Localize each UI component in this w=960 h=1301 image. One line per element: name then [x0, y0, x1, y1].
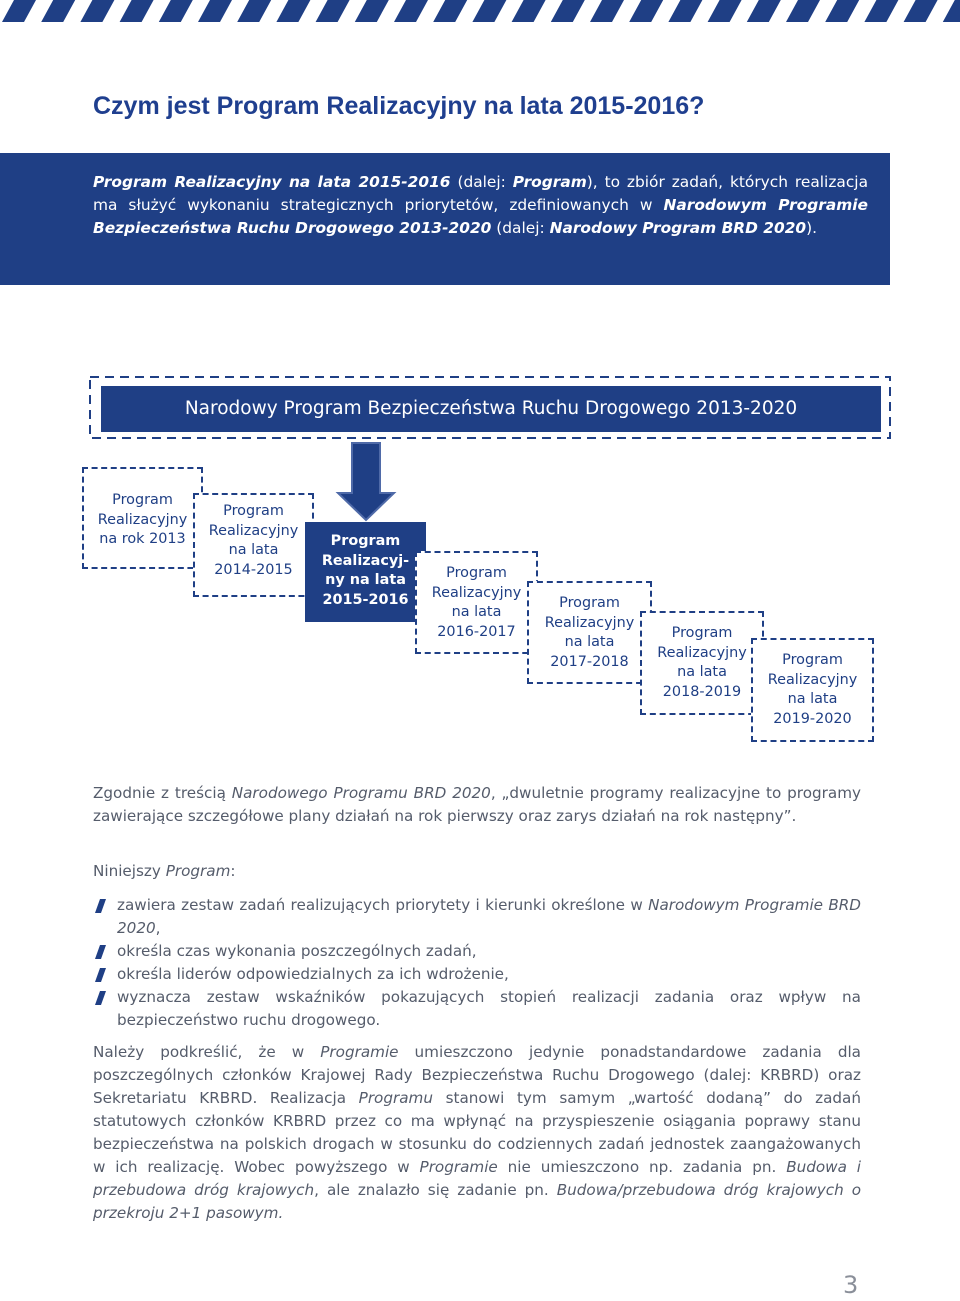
- list-item: [93, 986, 861, 1032]
- program-step-label: Realizacyjny: [767, 671, 858, 688]
- program-step-label: na lata: [228, 542, 279, 558]
- stripe-segment: [316, 0, 350, 22]
- stripe-segment: [394, 0, 428, 22]
- program-step-label: ny na lata: [325, 572, 406, 588]
- stripe-segment: [159, 0, 193, 22]
- program-step-box: [82, 467, 203, 569]
- stripe-segment: [747, 0, 781, 22]
- program-step-label: 2017-2018: [550, 653, 629, 670]
- down-arrow-icon: [338, 443, 394, 520]
- task-list: [93, 894, 861, 1032]
- emphasis-text: Programie: [320, 1043, 399, 1061]
- emphasis-text: Budowa/przebudowa dróg krajowych o przekroju 2+1 pasowym.: [93, 1181, 861, 1222]
- program-step-label: Program: [446, 565, 507, 581]
- stripe-segment: [120, 0, 154, 22]
- list-item: [93, 894, 861, 940]
- stripe-segment: [237, 0, 271, 22]
- program-step-box: [640, 611, 764, 715]
- paragraph-note: [93, 1041, 861, 1225]
- stripe-segment: [668, 0, 702, 22]
- stripe-segment: [433, 0, 467, 22]
- paragraph-quote: [93, 782, 861, 828]
- stripe-segment: [80, 0, 114, 22]
- stripe-segment: [590, 0, 624, 22]
- intro-paragraph: [93, 171, 868, 240]
- stripe-segment: [629, 0, 663, 22]
- emphasis-text: Program Realizacyjny na lata 2015-2016: [93, 173, 451, 191]
- program-step-label: na lata: [677, 664, 727, 680]
- emphasis-text: Narodowego Programu BRD 2020: [231, 784, 491, 802]
- stripe-segment: [276, 0, 310, 22]
- stripe-segment: [512, 0, 546, 22]
- text-run: Zgodnie z treścią: [93, 784, 232, 802]
- page-number: 3: [843, 1271, 859, 1299]
- emphasis-text: Budowa i przebudowa dróg krajowych: [93, 1158, 861, 1199]
- program-step-label: Program: [112, 492, 173, 508]
- program-step-label: Realizacyjny: [544, 614, 635, 631]
- text-run: :: [230, 862, 236, 880]
- stripe-segment: [472, 0, 506, 22]
- text-run: umieszczono jedynie ponadstandardowe zadania dla poszczególnych członków Krajowej Rady Bezpieczeństwa Ruchu Drogowego (dalej: KRBRD) oraz Sekretariatu KRBRD. Realizacja: [93, 1043, 861, 1107]
- text-run: ).: [806, 219, 818, 237]
- stripe-segment: [551, 0, 585, 22]
- program-banner: Narodowy Program Bezpieczeństwa Ruchu Drogowego 2013-2020: [101, 386, 881, 432]
- stripe-segment: [708, 0, 742, 22]
- program-step-box: [527, 581, 652, 684]
- program-step-label: Program: [671, 625, 733, 641]
- program-step-label: na lata: [787, 691, 838, 707]
- text-run: , „dwuletnie programy realizacyjne to programy zawierające szczegółowe plany działań na rok pierwszy oraz zarys działań na rok następny”.: [93, 784, 861, 825]
- slash-bullet-icon: [95, 968, 106, 982]
- program-step-label: 2015-2016: [322, 591, 409, 608]
- text-run: ), to zbiór zadań, których realizacja ma służyć wykonaniu strategicznych priorytetów, zdefiniowanych w: [93, 173, 869, 214]
- program-step-label: na lata: [564, 634, 615, 650]
- program-step-label: Program: [330, 533, 401, 549]
- text-run: określa czas wykonania poszczególnych zadań,: [117, 942, 477, 960]
- program-step-label: 2014-2015: [214, 561, 293, 578]
- emphasis-text: Programie: [419, 1158, 498, 1176]
- program-step-label: na rok 2013: [99, 531, 186, 547]
- program-step-box-current: [305, 522, 426, 622]
- stripe-segment: [41, 0, 75, 22]
- text-run: Należy podkreślić, że w: [93, 1043, 321, 1061]
- stripe-segment: [2, 0, 36, 22]
- stripe-segment: [904, 0, 938, 22]
- text-run: nie umieszczono np. zadania pn.: [497, 1158, 787, 1176]
- program-step-label: Program: [223, 503, 284, 519]
- text-run: (dalej:: [450, 173, 513, 191]
- text-run: zawiera zestaw zadań realizujących priorytety i kierunki określone w: [117, 896, 649, 914]
- text-run: , ale znalazło się zadanie pn.: [314, 1181, 557, 1199]
- program-step-label: 2018-2019: [662, 683, 742, 700]
- stripe-segment: [198, 0, 232, 22]
- list-item: [93, 963, 861, 986]
- emphasis-text: Narodowym Programie BRD 2020: [117, 896, 861, 937]
- program-step-label: Realizacyj-: [321, 552, 410, 569]
- program-step-box: [751, 638, 874, 742]
- emphasis-text: Program: [165, 862, 231, 880]
- program-step-box: [415, 551, 538, 654]
- program-step-label: Realizacyjny: [97, 511, 188, 528]
- slash-bullet-icon: [95, 991, 106, 1005]
- emphasis-text: Program: [512, 173, 587, 191]
- program-step-label: na lata: [451, 604, 502, 620]
- program-step-label: Realizacyjny: [431, 584, 522, 601]
- program-step-label: Realizacyjny: [208, 522, 299, 539]
- page-title: Czym jest Program Realizacyjny na lata 2015-2016?: [93, 92, 705, 120]
- emphasis-text: Narodowym Programie Bezpieczeństwa Ruchu Drogowego 2013-2020: [93, 196, 868, 237]
- program-step-label: 2016-2017: [437, 623, 516, 640]
- text-run: ,: [155, 919, 161, 937]
- stripe-segment: [825, 0, 859, 22]
- text-run: wyznacza zestaw wskaźników pokazujących stopień realizacji zadania oraz wpływ na bezpieczeństwo ruchu drogowego.: [117, 988, 861, 1029]
- program-step-box: [193, 493, 314, 597]
- emphasis-text: Programu: [358, 1089, 433, 1107]
- program-step-label: Program: [782, 652, 843, 668]
- slash-bullet-icon: [95, 945, 106, 959]
- text-run: Niniejszy: [93, 862, 166, 880]
- list-item: [93, 940, 861, 963]
- text-run: (dalej:: [491, 219, 550, 237]
- slash-bullet-icon: [95, 899, 106, 913]
- stripe-segment: [943, 0, 960, 22]
- program-step-label: Realizacyjny: [657, 644, 747, 661]
- stripe-segment: [864, 0, 898, 22]
- paragraph-intro-list: [93, 860, 861, 883]
- stripe-segment: [355, 0, 389, 22]
- emphasis-text: Narodowy Program BRD 2020: [549, 219, 807, 237]
- program-step-label: Program: [559, 595, 620, 611]
- text-run: stanowi tym samym „wartość dodaną” do zadań statutowych członków KRBRD przez co ma wpłynąć na przyspieszenie osiągania poprawy stanu bezpieczeństwa na polskich drogach w stosunku do codziennych zadań jednostek zaangażowanych w ich realizację. Wobec powyższego w: [93, 1089, 861, 1176]
- text-run: określa liderów odpowiedzialnych za ich wdrożenie,: [117, 965, 509, 983]
- program-step-label: 2019-2020: [773, 710, 852, 727]
- decorative-stripe-band: [0, 0, 960, 24]
- stripe-segment: [786, 0, 820, 22]
